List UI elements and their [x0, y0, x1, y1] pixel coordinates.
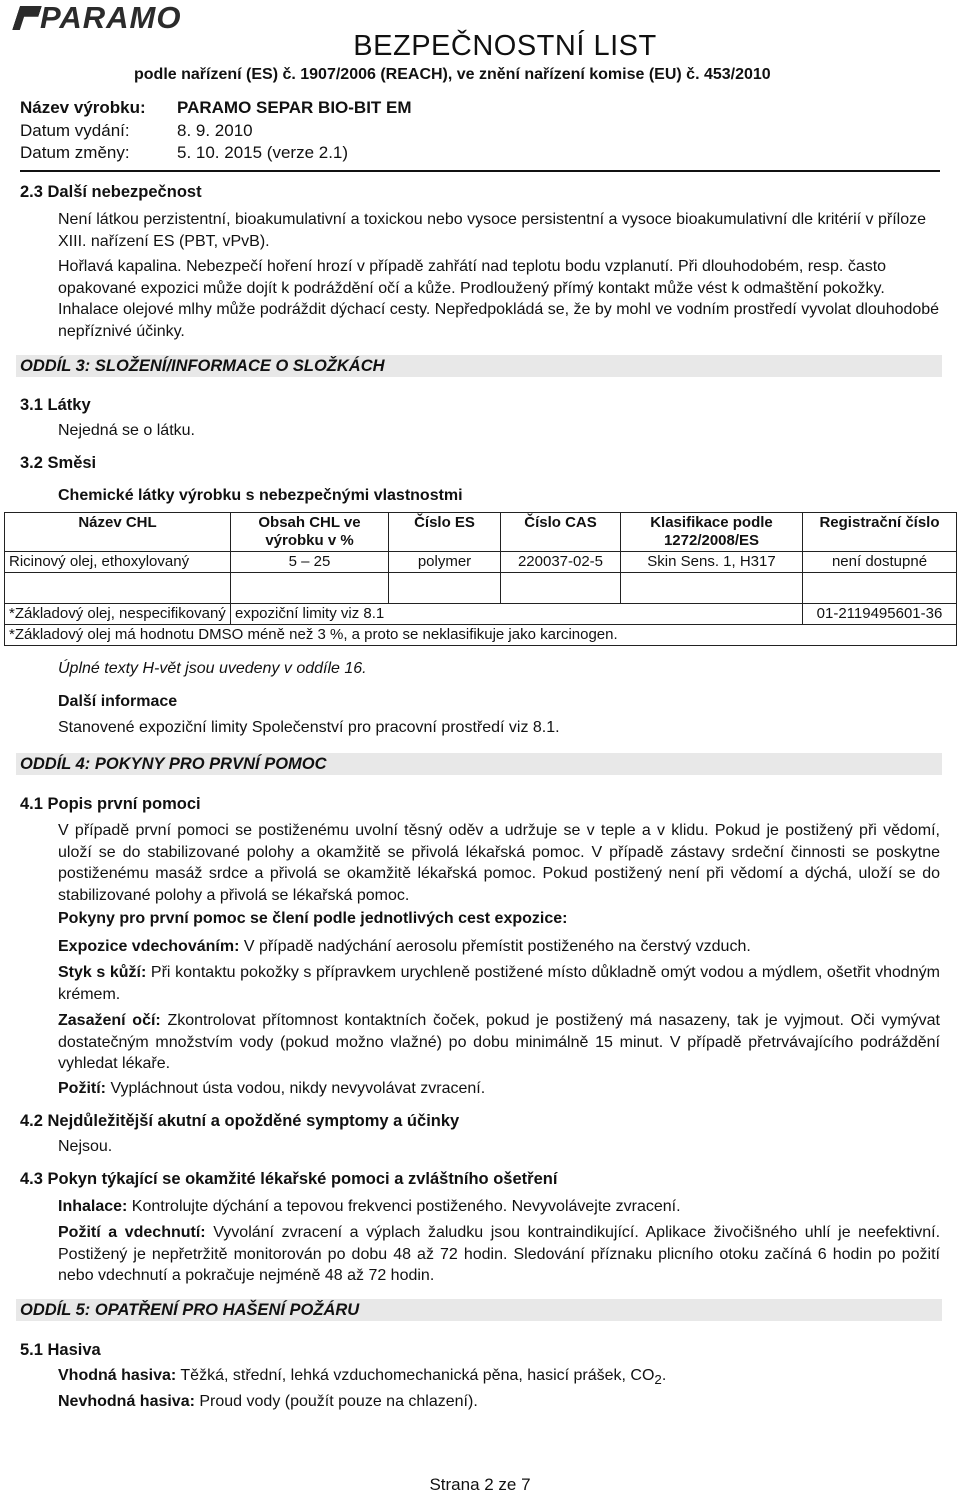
col-header-content: Obsah CHL ve výrobku v % [231, 513, 389, 552]
more-info-text: Stanovené expoziční limity Společenství pro pracovní prostředí viz 8.1. [58, 719, 560, 736]
inhalation2-text: Kontrolujte dýchání a tepovou frekvenci postiženého. Nevyvolávejte zvracení. [127, 1198, 681, 1215]
eye-text: Zkontrolovat přítomnost kontaktních čoček, pokud je postižený má nasazeny, tak je vyjmout. Oči vymývat dostatečným množstvím vody (pokud možno vlažné) po dobu minimálně 15 minut. V případě přetrvávajícího podráždění vyhledat lékaře. [58, 1012, 940, 1072]
changed-row [20, 143, 348, 163]
ingestion-label: Požití: [58, 1080, 106, 1097]
table-caption: Chemické látky výrobku s nebezpečnými vlastnostmi [58, 487, 463, 504]
ingestion2-label: Požití a vdechnutí: [58, 1224, 206, 1241]
document-title: BEZPEČNOSTNÍ LIST [353, 30, 657, 62]
product-row [20, 98, 412, 118]
heading-4-3: 4.3 Pokyn týkající se okamžité lékařské pomoci a zvláštního ošetření [20, 1170, 558, 1188]
cell-name: Ricinový olej, ethoxylovaný [5, 552, 231, 573]
text-4-2: Nejsou. [58, 1138, 113, 1155]
header-divider [20, 170, 940, 172]
section-4-title: ODDÍL 4: POKYNY PRO PRVNÍ POMOC [16, 753, 942, 775]
issued-row [20, 121, 253, 141]
inhalation2-label: Inhalace: [58, 1198, 128, 1215]
heading-3-2: 3.2 Směsi [20, 454, 97, 472]
h-phrases-note: Úplné texty H-vět jsou uvedeny v oddíle 16. [58, 660, 367, 677]
table-row [5, 625, 957, 646]
eye-label: Zasažení očí: [58, 1012, 161, 1029]
table-row [5, 573, 957, 604]
suitable-media-subscript: 2 [654, 1372, 662, 1388]
text-3-1: Nejedná se o látku. [58, 422, 195, 439]
col-header-es: Číslo ES [389, 513, 501, 552]
col-header-cas: Číslo CAS [501, 513, 621, 552]
unsuitable-media-item [58, 1393, 478, 1411]
cell-es: polymer [389, 552, 501, 573]
skin-label: Styk s kůží: [58, 964, 147, 981]
cell-classification: Skin Sens. 1, H317 [621, 552, 803, 573]
table-row [5, 604, 957, 625]
ingestion2-text: Vyvolání zvracení a výplach žaludku jsou kontraindikující. Aplikace živočišného uhlí je neefektivní. Postižený je nepřetržitě monitorován po dobu 48 až 72 hodin. Sledování příznaku plicního otoku začíná 6 hodin po požití nebo vdechnutí a pokračuje nejméně 48 až 72 hodin. [58, 1224, 941, 1284]
paramo-logo-icon [12, 6, 42, 30]
skin-item [58, 962, 940, 1005]
inhalation-text: V případě nadýchání aerosolu přemístit postiženého na čerstvý vzduch. [239, 938, 751, 955]
col-header-classification: Klasifikace podle 1272/2008/ES [621, 513, 803, 552]
unsuitable-media-text: Proud vody (použít pouze na chlazení). [194, 1393, 478, 1410]
page-number: Strana 2 ze 7 [429, 1475, 531, 1494]
para-2-3-1: Není látkou perzistentní, bioakumulativní a toxickou nebo vysoce persistentní a vysoce bioakumulativní dle kritérií v příloze XIII. nařízení ES (PBT, vPvB). [58, 211, 926, 250]
para-2-3-2: Hořlavá kapalina. Nebezpečí hoření hrozí v případě zahřátí nad teplotu bodu vzplanutí. Při dlouhodobém, resp. často opakované expozici může dojít k podráždění očí a kůže. Prodloužený přímý kontakt může vést k odmaštění pokožky. Inhalace olejové mlhy může podráždit dýchací cesty. Nepředpokládá se, že by mohl ve vodním prostředí vyvolat dlouhodobé nepříznivé účinky. [58, 258, 940, 340]
text-4-1: V případě první pomoci se postiženému uvolní těsný oděv a udržuje se v teple a v klidu. Pokud je postižený při vědomí, uloží se do stabilizované polohy a okamžitě se přivolá lékařská pomoc. V případě zástavy srdeční činnosti se poskytne postiženému masáž srdce a přivolá se okamžitě lékařská pomoc. Pokud postižený není při vědomí a dýchá, uloží se do stabilizované polohy a přivolá se lékařská pomoc. [58, 822, 940, 904]
suitable-media-label: Vhodná hasiva: [58, 1367, 177, 1384]
hazardous-substances-table [4, 512, 957, 646]
skin-text: Při kontaktu pokožky s přípravkem urychleně postižené místo důkladně omýt vodou a mýdlem, ošetřit vhodným krémem. [58, 964, 940, 1003]
suitable-media-end: . [661, 1367, 667, 1384]
heading-5-1: 5.1 Hasiva [20, 1341, 101, 1359]
unsuitable-media-label: Nevhodná hasiva: [58, 1393, 195, 1410]
col-header-name: Název CHL [5, 513, 231, 552]
heading-2-3: 2.3 Další nebezpečnost [20, 183, 202, 201]
cell-base-oil-note: *Základový olej má hodnotu DMSO méně než 3 %, a proto se neklasifikuje jako karcinogen. [5, 625, 957, 646]
ingestion-item [58, 1078, 940, 1100]
suitable-media-item [58, 1367, 666, 1387]
table-row [5, 552, 957, 573]
cell-base-oil-registration: 01-2119495601-36 [803, 604, 957, 625]
inhalation-label: Expozice vdechováním: [58, 938, 240, 955]
issued-value: 8. 9. 2010 [177, 121, 253, 140]
changed-label: Datum změny: [20, 143, 130, 162]
suitable-media-text: Těžká, střední, lehká vzduchomechanická pěna, hasicí prášek, CO [176, 1367, 655, 1384]
heading-3-1: 3.1 Látky [20, 396, 91, 414]
cell-registration: není dostupné [803, 552, 957, 573]
section-5-title: ODDÍL 5: OPATŘENÍ PRO HAŠENÍ POŽÁRU [16, 1299, 942, 1321]
cell-base-oil-name: *Základový olej, nespecifikovaný [5, 604, 231, 625]
logo-text: PARAMO [40, 0, 182, 35]
issued-label: Datum vydání: [20, 121, 130, 140]
eye-item [58, 1010, 940, 1075]
heading-4-1: 4.1 Popis první pomoci [20, 795, 201, 813]
section-3-title: ODDÍL 3: SLOŽENÍ/INFORMACE O SLOŽKÁCH [16, 355, 942, 377]
heading-4-2: 4.2 Nejdůležitější akutní a opožděné symptomy a účinky [20, 1112, 460, 1130]
col-header-registration: Registrační číslo [803, 513, 957, 552]
ingestion-text: Vypláchnout ústa vodou, nikdy nevyvolávat zvracení. [106, 1080, 486, 1097]
table-header-row [5, 513, 957, 552]
inhalation2-item [58, 1196, 940, 1218]
ingestion2-item [58, 1222, 940, 1287]
product-label: Název výrobku: [20, 98, 146, 117]
cell-base-oil-limits: expoziční limity viz 8.1 [231, 604, 803, 625]
product-value: PARAMO SEPAR BIO-BIT EM [177, 98, 412, 117]
inhalation-item [58, 936, 940, 958]
cell-content: 5 – 25 [231, 552, 389, 573]
routes-heading: Pokyny pro první pomoc se člení podle jednotlivých cest expozice: [58, 910, 568, 927]
more-info-heading: Další informace [58, 693, 178, 710]
cell-cas: 220037-02-5 [501, 552, 621, 573]
changed-value: 5. 10. 2015 (verze 2.1) [177, 143, 349, 162]
document-subtitle: podle nařízení (ES) č. 1907/2006 (REACH), ve znění nařízení komise (EU) č. 453/2010 [134, 66, 771, 83]
